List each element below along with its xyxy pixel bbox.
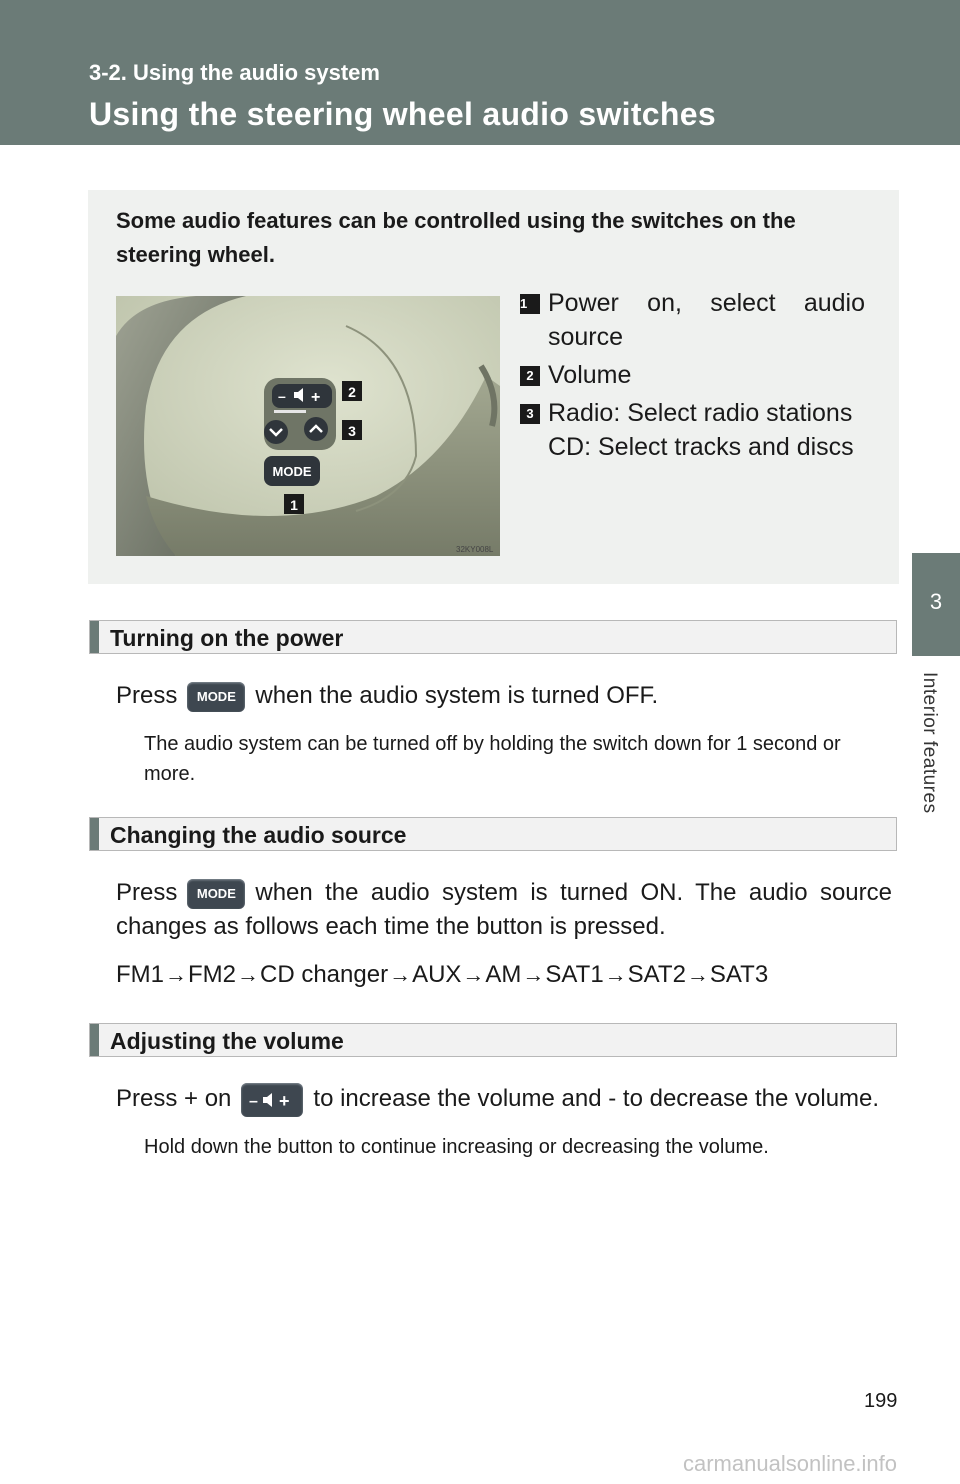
section-heading-power: Turning on the power: [89, 620, 897, 654]
legend-item: 3 Radio: Select radio stations CD: Select tracks and discs: [520, 396, 865, 464]
callout-3-text: 3: [348, 423, 356, 439]
power-note: The audio system can be turned off by holding the switch down for 1 second or more.: [144, 733, 841, 785]
page-number: 199: [864, 1390, 898, 1412]
mode-button-icon: MODE: [187, 682, 245, 712]
source-item: SAT2: [627, 961, 686, 988]
source-item: SAT3: [709, 961, 769, 988]
source-item: FM1: [116, 961, 164, 988]
svg-text:–: –: [278, 388, 286, 404]
arrow-icon: →: [165, 962, 187, 987]
legend: [520, 286, 865, 468]
section-heading-source: Changing the audio source: [89, 817, 897, 851]
seek-up-button: [304, 417, 328, 441]
source-item: SAT1: [545, 961, 604, 988]
legend-badge: 1: [520, 294, 540, 314]
volume-note: Hold down the button to continue increasing or decreasing the volume.: [144, 1136, 769, 1158]
volume-button-icon: [241, 1083, 303, 1117]
intro-box: [88, 190, 899, 584]
power-instruction: Press MODE when the audio system is turned OFF.: [116, 679, 892, 713]
intro-text: Some audio features can be controlled using the switches on the steering wheel.: [116, 208, 796, 267]
volume-instruction: Press + on – + to increase the volume and - to decrease the volume.: [116, 1082, 892, 1117]
source-item: FM2: [188, 961, 236, 988]
watermark: carmanualsonline.info: [683, 1451, 898, 1476]
legend-item: 1 Power on, select audio source: [520, 289, 865, 351]
callout-1-text: 1: [290, 497, 298, 513]
steering-wheel-photo: [116, 296, 500, 556]
arrow-icon: →: [686, 962, 709, 987]
page-title: Using the steering wheel audio switches: [89, 96, 716, 132]
arrow-icon: →: [604, 962, 627, 987]
legend-badge: 3: [520, 404, 540, 424]
source-item: AUX: [412, 961, 462, 988]
page-header: [0, 0, 960, 145]
arrow-icon: →: [462, 962, 485, 987]
section-heading-volume: Adjusting the volume: [89, 1023, 897, 1057]
photo-code: 32KY008L: [456, 545, 494, 554]
section-number: 3-2. Using the audio system: [89, 60, 380, 85]
source-instruction: Press MODE when the audio system is turned ON. The audio source changes as follows each time the button is pressed.: [116, 879, 892, 940]
legend-item: 2 Volume: [520, 358, 865, 392]
chapter-number: 3: [929, 589, 943, 614]
arrow-icon: →: [522, 962, 545, 987]
callout-2-text: 2: [348, 384, 356, 400]
seek-down-button: [264, 420, 288, 444]
mode-button-icon: MODE: [187, 879, 245, 909]
legend-badge: 2: [520, 366, 540, 386]
svg-text:+: +: [311, 389, 321, 406]
source-item: CD changer: [260, 961, 389, 988]
arrow-icon: →: [237, 962, 259, 987]
source-sequence: [116, 958, 892, 992]
mode-switch-label: MODE: [272, 464, 312, 479]
arrow-icon: →: [389, 962, 412, 987]
chapter-tab: [912, 553, 960, 656]
svg-text:–: –: [249, 1092, 259, 1110]
chapter-label: Interior features: [919, 672, 940, 814]
svg-text:+: +: [279, 1090, 290, 1111]
source-item: AM: [485, 961, 522, 988]
